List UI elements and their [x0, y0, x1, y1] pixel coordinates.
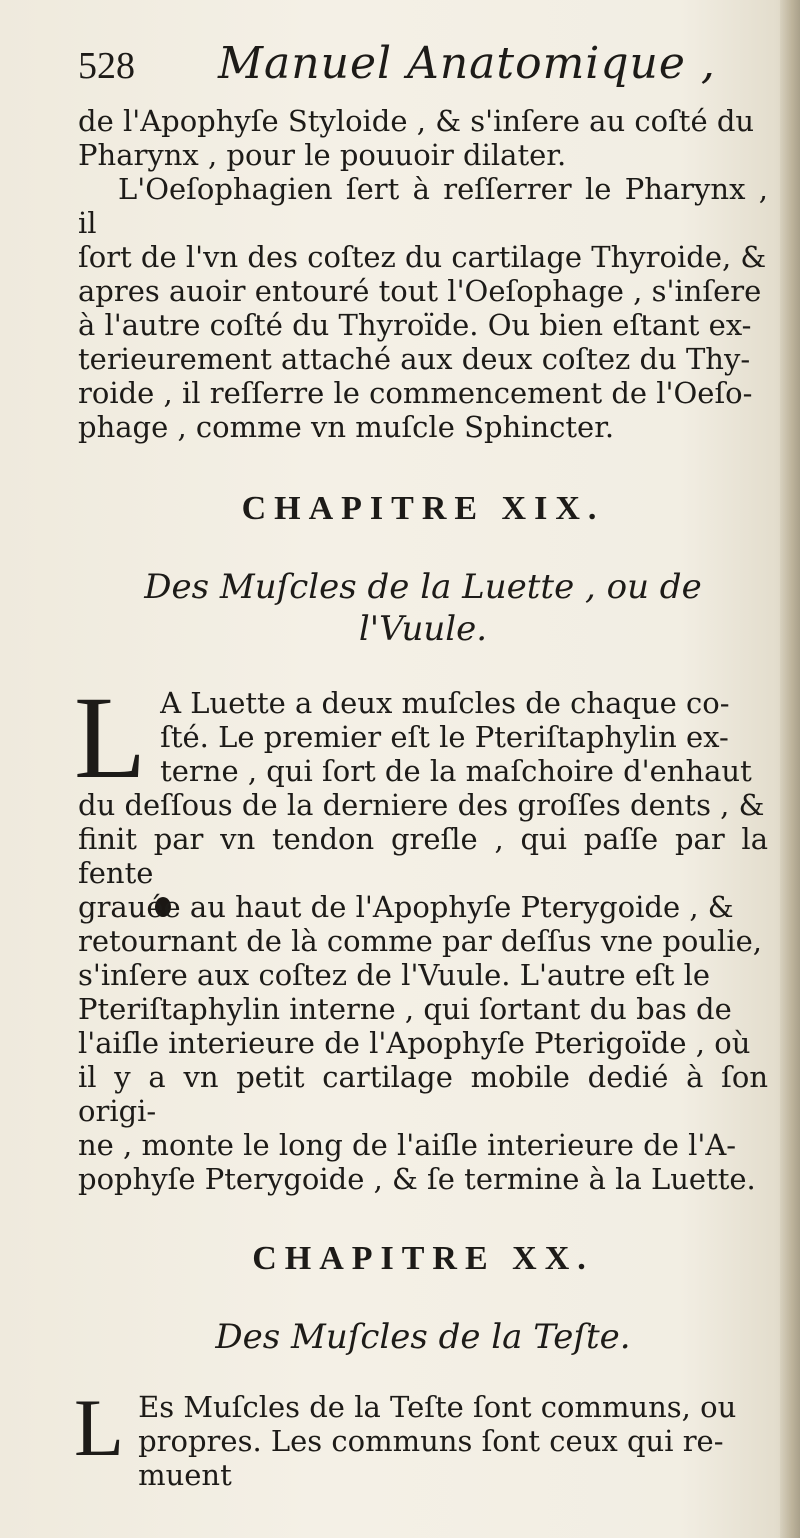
running-head	[78, 38, 768, 104]
text-line: terieurement attaché aux deux coſtez du Thy-	[78, 342, 751, 376]
text-line: l'aiſle interieure de l'Apophyſe Pterigoïde , où	[78, 1026, 751, 1060]
text-line: grauée au haut de l'Apophyſe Pterygoide , &	[78, 890, 734, 924]
paragraph-continuation	[78, 104, 768, 172]
text-line: ſort de l'vn des coſtez du cartilage Thyroide, &	[78, 240, 767, 274]
subtitle-line: l'Vuule.	[358, 609, 488, 649]
chapter-20-heading: CHAPITRE XX.	[252, 1240, 594, 1277]
chapter-19-body	[74, 672, 768, 1196]
text-line: pophyſe Pterygoide , & ſe termine à la Luette.	[78, 1162, 756, 1196]
page-number: 528	[78, 45, 135, 87]
drop-cap: L	[74, 1382, 125, 1473]
text-line: Es Muſcles de la Teſte ſont communs, ou	[138, 1390, 737, 1424]
chapter-20-subtitle: Des Muſcles de la Teſte.	[215, 1317, 631, 1357]
text-line: retournant de là comme par deſſus vne poulie,	[78, 924, 762, 958]
text-line: ſté. Le premier eſt le Pteriſtaphylin ex-	[160, 720, 729, 754]
text-line: roide , il reſſerre le commencement de l'Oeſo-	[78, 376, 753, 410]
text-line: Pharynx , pour le pouuoir dilater.	[78, 138, 567, 172]
text-line: s'inſere aux coſtez de l'Vuule. L'autre eſt le	[78, 958, 711, 992]
subtitle-line: Des Muſcles de la Luette , ou de	[144, 567, 702, 607]
text-line: de l'Apophyſe Styloide , & s'inſere au coſté du	[78, 104, 755, 138]
text-line: A Luette a deux muſcles de chaque co-	[160, 686, 730, 720]
chapter-19-subtitle	[78, 566, 768, 650]
catchword: muent	[138, 1458, 232, 1492]
paragraph-oesophagien	[78, 172, 768, 444]
drop-cap: L	[74, 672, 147, 803]
text-line: phage , comme vn muſcle Sphincter.	[78, 410, 615, 444]
text-line: du deſſous de la derniere des groſſes dents , &	[78, 788, 765, 822]
text-line: ne , monte le long de l'aiſle interieure de l'A-	[78, 1128, 737, 1162]
book-spine-shadow	[780, 0, 800, 1538]
text-line: finit par vn tendon greſle , qui paſſe par la fente	[78, 822, 768, 890]
page-content	[74, 38, 768, 1492]
text-line: apres auoir entouré tout l'Oeſophage , s'inſere	[78, 274, 762, 308]
text-line: à l'autre coſté du Thyroïde. Ou bien eſtant ex-	[78, 308, 752, 342]
text-line: il y a vn petit cartilage mobile dedié à ſon origi-	[78, 1060, 768, 1128]
text-line: L'Oeſophagien ſert à reſſerrer le Pharynx , il	[78, 172, 768, 240]
running-title: Manuel Anatomique ,	[218, 38, 716, 89]
text-line: terne , qui ſort de la maſchoire d'enhaut	[160, 754, 752, 788]
text-line: Pteriſtaphylin interne , qui ſortant du bas de	[78, 992, 732, 1026]
chapter-20-body	[74, 1382, 768, 1492]
text-line: propres. Les communs ſont ceux qui re-	[138, 1424, 724, 1458]
chapter-19-heading: CHAPITRE XIX.	[241, 490, 605, 527]
